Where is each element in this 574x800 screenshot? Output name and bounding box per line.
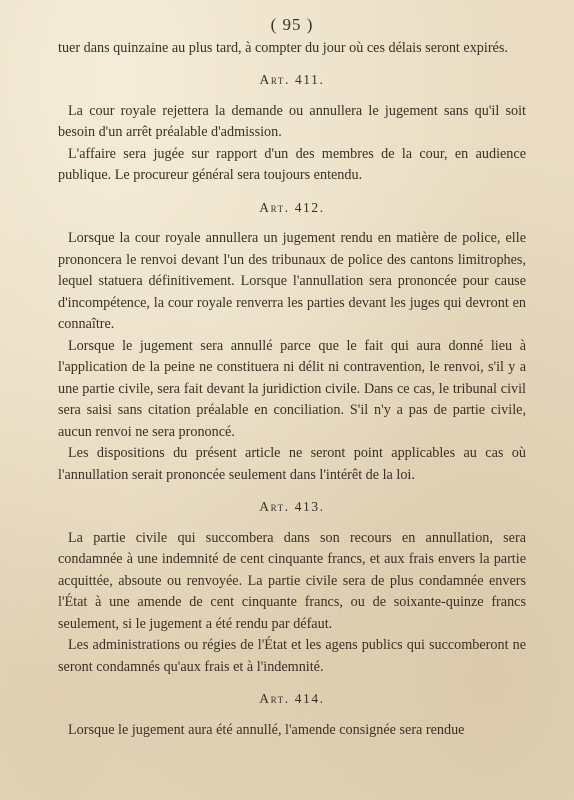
paragraph-truncated: Lorsque le jugement aura été annullé, l'amende consignée sera rendue	[68, 721, 465, 738]
page-number: ( 95 )	[270, 15, 314, 34]
article-heading-413: Art. 413.	[259, 499, 325, 514]
paragraph: Lorsque la cour royale annullera un jugement rendu en matière de police, elle prononcera le renvoi devant l'un des tribunaux de police des cantons limitrophes, lequel statuera définitivement. Lorsque l'annullation sera prononcée pour cause d'incompétence, la cour royale renverra les parties devant les juges qui devront en connaître.	[58, 230, 526, 332]
article-heading-414: Art. 414.	[259, 691, 325, 706]
paragraph: Les administrations ou régies de l'État et les agens publics qui succomberont ne seront condamnés qu'aux frais et à l'indemnité.	[58, 637, 526, 675]
paragraph: Lorsque le jugement sera annullé parce que le fait qui aura donné lieu à l'application de la peine ne constituera ni délit ni contravention, le renvoi, s'il y a une partie civile, sera fait devant la juridiction civile. Dans ce cas, le tribunal civil sera saisi sans citation préalable en conciliation. S'il n'y a pas de partie civile, aucun renvoi ne sera prononcé.	[58, 337, 526, 440]
paragraph: La partie civile qui succombera dans son recours en annullation, sera condamnée à une indemnité de cent cinquante francs, et aux frais envers la partie acquittée, absoute ou renvoyée. La partie civile sera de plus condamnée envers l'État à une amende de cent cinquante francs, ou de soixante-quinze francs seulement, si le jugement a été rendu par défaut.	[58, 529, 526, 632]
paragraph: Les dispositions du présent article ne seront point applicables au cas où l'annullation serait prononcée seulement dans l'intérêt de la loi.	[58, 445, 526, 483]
paragraph-carryover: tuer dans quinzaine au plus tard, à compter du jour où ces délais seront expirés.	[58, 39, 508, 56]
paragraph: L'affaire sera jugée sur rapport d'un des membres de la cour, en audience publique. Le procureur général sera toujours entendu.	[58, 145, 526, 183]
paragraph: La cour royale rejettera la demande ou annullera le jugement sans qu'il soit besoin d'un arrêt préalable d'admission.	[58, 102, 526, 140]
article-heading-411: Art. 411.	[259, 72, 325, 87]
article-heading-412: Art. 412.	[259, 199, 325, 215]
document-page	[58, 14, 526, 741]
